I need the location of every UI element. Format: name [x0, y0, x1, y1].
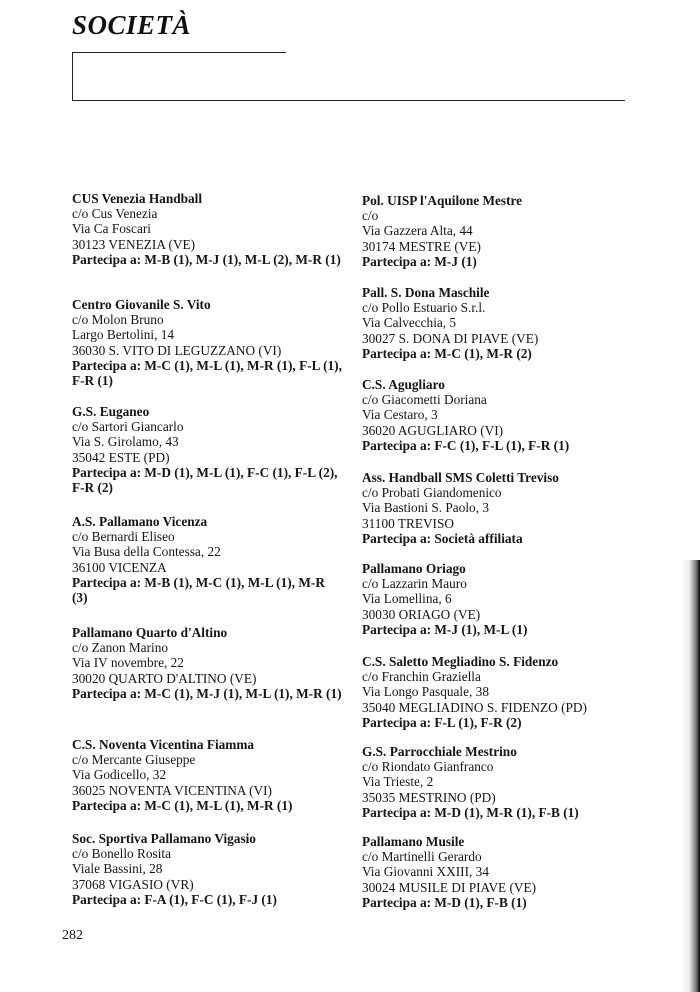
- society-name: A.S. Pallamano Vicenza: [72, 514, 208, 529]
- address-line: 30174 MESTRE (VE): [362, 238, 481, 254]
- address-line: c/o Pollo Estuario S.r.l.: [362, 300, 486, 316]
- address-line: 30027 S. DONA DI PIAVE (VE): [362, 330, 539, 346]
- address-line: c/o Franchin Graziella: [362, 669, 481, 685]
- address-line: c/o Molon Bruno: [72, 312, 164, 328]
- page-title: SOCIETÀ: [72, 10, 192, 40]
- society-entry: [362, 654, 642, 730]
- participation-line: Partecipa a: M-J (1), M-L (1): [362, 621, 528, 637]
- society-entry: [72, 831, 342, 907]
- society-name: G.S. Euganeo: [72, 404, 150, 419]
- society-name: Pall. S. Dona Maschile: [362, 285, 490, 300]
- society-entry: [72, 625, 342, 701]
- address-line: 36100 VICENZA: [72, 559, 167, 575]
- address-line: c/o Bernardi Eliseo: [72, 529, 175, 545]
- participation-line: Partecipa a: F-C (1), F-L (1), F-R (1): [362, 437, 570, 453]
- society-entry: [72, 191, 342, 267]
- society-name: CUS Venezia Handball: [72, 191, 203, 206]
- society-name: Pol. UISP l'Aquilone Mestre: [362, 193, 523, 208]
- society-entry: [72, 737, 342, 813]
- participation-line: Partecipa a: Società affiliata: [362, 530, 523, 546]
- society-entry: [362, 834, 642, 910]
- address-line: c/o Mercante Giuseppe: [72, 752, 196, 768]
- society-entry: [72, 404, 342, 495]
- participation-line: Partecipa a: M-C (1), M-L (1), M-R (1), F-L (1), F-R (1): [72, 357, 342, 389]
- address-line: c/o Sartori Giancarlo: [72, 419, 184, 435]
- address-line: c/o Bonello Rosita: [72, 846, 171, 862]
- society-name: Pallamano Oriago: [362, 561, 466, 576]
- society-entry: [362, 470, 642, 546]
- address-line: 30123 VENEZIA (VE): [72, 236, 196, 252]
- title-frame: [72, 52, 625, 106]
- society-name: Centro Giovanile S. Vito: [72, 297, 211, 312]
- address-line: Via Cestaro, 3: [362, 407, 438, 423]
- address-line: 35042 ESTE (PD): [72, 449, 170, 465]
- address-line: Via Calvecchia, 5: [362, 315, 457, 331]
- frame-top-rule: [72, 52, 286, 53]
- address-line: Via Bastioni S. Paolo, 3: [362, 500, 490, 516]
- address-line: c/o Giacometti Doriana: [362, 392, 487, 408]
- address-line: c/o Probati Giandomenico: [362, 485, 502, 501]
- society-entry: [362, 744, 642, 820]
- address-line: c/o: [362, 208, 379, 224]
- address-line: c/o Riondato Gianfranco: [362, 759, 494, 775]
- address-line: Via Longo Pasquale, 38: [362, 684, 489, 700]
- society-name: C.S. Saletto Megliadino S. Fidenzo: [362, 654, 559, 669]
- address-line: c/o Cus Venezia: [72, 206, 158, 222]
- participation-line: Partecipa a: F-L (1), F-R (2): [362, 714, 522, 730]
- participation-line: Partecipa a: M-C (1), M-L (1), M-R (1): [72, 797, 293, 813]
- address-line: Via IV novembre, 22: [72, 655, 184, 671]
- address-line: Via S. Girolamo, 43: [72, 434, 179, 450]
- address-line: 37068 VIGASIO (VR): [72, 876, 194, 892]
- society-entry: [72, 297, 342, 388]
- society-name: G.S. Parrocchiale Mestrino: [362, 744, 517, 759]
- address-line: Largo Bertolini, 14: [72, 327, 175, 343]
- address-line: Viale Bassini, 28: [72, 861, 163, 877]
- participation-line: Partecipa a: M-C (1), M-J (1), M-L (1), M-R (1): [72, 685, 342, 701]
- participation-line: Partecipa a: M-C (1), M-R (2): [362, 345, 532, 361]
- frame-bottom-rule: [72, 100, 625, 101]
- society-name: Pallamano Musile: [362, 834, 465, 849]
- society-entry: [362, 377, 642, 453]
- address-line: 30020 QUARTO D'ALTINO (VE): [72, 670, 257, 686]
- society-name: Pallamano Quarto d'Altino: [72, 625, 228, 640]
- participation-line: Partecipa a: M-D (1), F-B (1): [362, 894, 527, 910]
- address-line: c/o Lazzarin Mauro: [362, 576, 467, 592]
- frame-left-rule: [72, 52, 73, 100]
- address-line: c/o Martinelli Gerardo: [362, 849, 482, 865]
- address-line: 35040 MEGLIADINO S. FIDENZO (PD): [362, 699, 587, 715]
- page-edge-shadow: [682, 560, 700, 992]
- participation-line: Partecipa a: M-J (1): [362, 253, 477, 269]
- address-line: 36025 NOVENTA VICENTINA (VI): [72, 782, 272, 798]
- society-entry: [362, 193, 642, 269]
- society-entry: [72, 514, 342, 605]
- participation-line: Partecipa a: M-D (1), M-L (1), F-C (1), F-L (2), F-R (2): [72, 464, 338, 496]
- address-line: Via Busa della Contessa, 22: [72, 544, 221, 560]
- address-line: 36030 S. VITO DI LEGUZZANO (VI): [72, 342, 282, 358]
- participation-line: Partecipa a: M-D (1), M-R (1), F-B (1): [362, 804, 579, 820]
- address-line: Via Gazzera Alta, 44: [362, 223, 473, 239]
- participation-line: Partecipa a: F-A (1), F-C (1), F-J (1): [72, 891, 277, 907]
- society-entry: [362, 285, 642, 361]
- address-line: Via Lomellina, 6: [362, 591, 452, 607]
- society-name: Soc. Sportiva Pallamano Vigasio: [72, 831, 256, 846]
- address-line: Via Giovanni XXIII, 34: [362, 864, 489, 880]
- society-name: C.S. Noventa Vicentina Fiamma: [72, 737, 255, 752]
- address-line: 36020 AGUGLIARO (VI): [362, 422, 504, 438]
- address-line: 35035 MESTRINO (PD): [362, 789, 496, 805]
- address-line: 31100 TREVISO: [362, 515, 454, 531]
- address-line: Via Ca Foscari: [72, 221, 151, 237]
- participation-line: Partecipa a: M-B (1), M-J (1), M-L (2), M-R (1): [72, 251, 341, 267]
- address-line: Via Trieste, 2: [362, 774, 434, 790]
- participation-line: Partecipa a: M-B (1), M-C (1), M-L (1), M-R (3): [72, 574, 325, 606]
- address-line: 30030 ORIAGO (VE): [362, 606, 481, 622]
- address-line: Via Godicello, 32: [72, 767, 167, 783]
- address-line: 30024 MUSILE DI PIAVE (VE): [362, 879, 537, 895]
- page-number: 282: [62, 928, 83, 943]
- society-name: C.S. Agugliaro: [362, 377, 445, 392]
- address-line: c/o Zanon Marino: [72, 640, 169, 656]
- society-name: Ass. Handball SMS Coletti Treviso: [362, 470, 559, 485]
- society-entry: [362, 561, 642, 637]
